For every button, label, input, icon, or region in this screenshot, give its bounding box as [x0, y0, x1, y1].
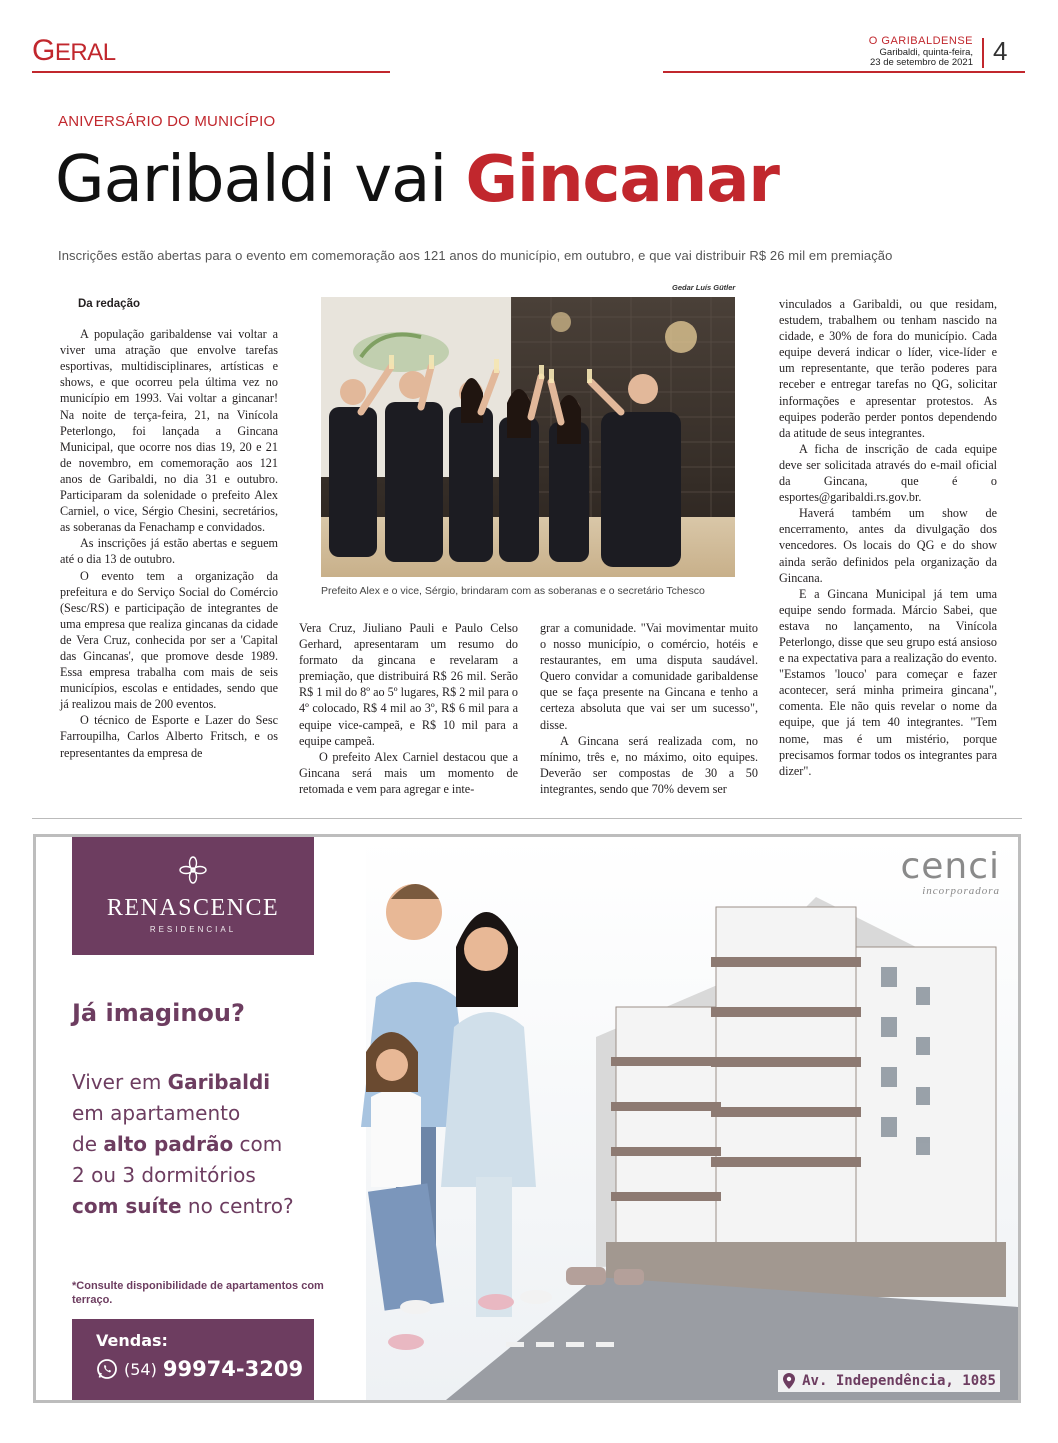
event-photo-illustration — [321, 297, 735, 577]
section-name: GERAL — [32, 34, 116, 67]
ad-question: Já imaginou? — [72, 999, 245, 1027]
paragraph: O evento tem a organização da prefeitura e do Serviço Social do Comércio (Sesc/RS) e participação de integrantes de uma empresa que realiza gincanas da cidade de Vera Cruz, conhecida por ser a 'Capital das Gincanas', que promove desde 1989. Essa empresa trabalha com mais de seis municípios, escolas e entidades, sendo que já realizou mais de 200 eventos. — [60, 568, 278, 712]
paper-place: Garibaldi, quinta-feira, — [879, 46, 973, 58]
paragraph: As inscrições já estão abertas e seguem até o dia 13 de outubro. — [60, 536, 278, 567]
whatsapp-icon — [96, 1358, 118, 1380]
photo-caption: Prefeito Alex e o vice, Sérgio, brindaram com as soberanas e o secretário Tchesco — [321, 585, 705, 597]
paper-name: O GARIBALDENSE — [868, 35, 973, 47]
phone-ddd: (54) — [124, 1359, 157, 1379]
paper-info — [869, 36, 973, 67]
brand-box — [72, 837, 314, 955]
event-photo — [321, 297, 735, 577]
sales-label: Vendas: — [96, 1331, 168, 1350]
address-text: Av. Independência, 1085 — [802, 1373, 996, 1389]
ad-footnote: *Consulte disponibilidade de apartamentos com terraço. — [72, 1280, 324, 1306]
paper-date: 23 de setembro de 2021 — [870, 56, 973, 68]
paragraph: A Gincana será realizada com, no mínimo, três e, no máximo, oito equipes. Deverão ser compostas de 30 a 50 integrantes, sendo que 70% devem ser — [540, 733, 758, 796]
article-column-3 — [540, 620, 758, 797]
brand-subtitle: RESIDENCIAL — [149, 925, 237, 934]
article-column-4 — [779, 296, 997, 779]
paragraph: E a Gincana Municipal já tem uma equipe sendo formada. Márcio Sabei, que estava no lançamento, na Vinícola Peterlongo, disse que seu grupo está ansioso e na expectativa para a realização do evento. "Estamos 'louco' para começar e fazer acontecer, será minha primeira gincana", comenta. Ele não quis revelar o nome da equipe, que já tem 40 integrantes. "Tem nome, mas é um mistério, porque precisamos formar todos os integrantes para dizer". — [779, 586, 997, 778]
byline: Da redação — [78, 298, 141, 310]
paragraph: O técnico de Esporte e Lazer do Sesc Farroupilha, Carlos Alberto Fritsch, e os representantes da empresa de — [60, 713, 278, 760]
paragraph: Haverá também um show de encerramento, antes da divulgação dos vencedores. Os locais do QG e do show ainda serão definidos pela organização da Gincana. — [779, 506, 997, 585]
phone-number: 99974-3209 — [162, 1357, 304, 1381]
developer-logo — [900, 846, 1000, 897]
flower-logo-icon — [178, 855, 208, 885]
photo-credit: Gedar Luís Gütler — [672, 283, 736, 292]
paragraph: A população garibaldense vai voltar a viver uma atração que envolve tarefas esportivas, multidisciplinares, artísticas e shows, e que ocorreu pela última vez no município em 1993. Vai voltar a gincanar! Na noite de terça-feira, 21, na Vinícola Peterlongo, foi lançada a Gincana Municipal, que ocorre nos dias 19, 20 e 21 de novembro, em comemoração aos 121 anos de Garibaldi, no dia 31 e outubro. Participaram da solenidade o prefeito Alex Carniel, o vice, Sérgio Chesini, secretários, as soberanas da Fenachamp e convidados. — [60, 327, 278, 535]
address — [778, 1370, 1000, 1392]
page-separator — [982, 38, 984, 68]
headline: Garibaldi vai Gincanar — [55, 143, 779, 217]
advertisement — [33, 834, 1021, 1403]
paragraph: O prefeito Alex Carniel destacou que a Gincana será mais um momento de retomada e vem para agregar e inte- — [299, 749, 518, 796]
developer-name: cenci — [900, 846, 1000, 887]
header-rule-left — [32, 71, 390, 73]
brand-name: RENASCENCE — [106, 895, 280, 921]
article-column-1 — [60, 296, 278, 761]
sales-phone — [96, 1357, 303, 1381]
location-pin-icon — [782, 1372, 796, 1390]
developer-subtitle: incorporadora — [922, 885, 1000, 897]
paragraph: Vera Cruz, Jiuliano Pauli e Paulo Celso Gerhard, apresentaram um resumo do formato da gincana e revelaram a premiação, que distribuirá R$ 26 mil. Serão R$ 1 mil do 8º ao 5º lugares, R$ 2 mil para o 4º colocado, R$ 4 mil ao 3º, R$ 6 mil para a equipe vice-campeã, e R$ 10 mil para a equipe campeã. — [299, 621, 518, 748]
article-column-2 — [299, 620, 518, 797]
paragraph: grar a comunidade. "Vai movimentar muito o nosso município, o comércio, hotéis e restaurantes, em uma disputa saudável. Quero convidar a comunidade garibaldense que se faça presente na Gincana e tenho a certeza absoluta que vai ser um sucesso", disse. — [540, 621, 758, 732]
header-rule-right — [663, 71, 1025, 73]
page-number: 4 — [993, 36, 1008, 66]
kicker: ANIVERSÁRIO DO MUNICÍPIO — [58, 113, 276, 130]
paragraph: vinculados a Garibaldi, ou que residam, estudem, trabalhem ou tenham nascido na cidade, e 30% de fora do município. Cada equipe deverá indicar o líder, vice-líder e um representante, que terão poderes para receber e entregar tarefas no QG, solicitar informações e apresentar protestos. As equipes poderão perder pontos dependendo da atitude de seus integrantes. — [779, 297, 997, 440]
paragraph: A ficha de inscrição de cada equipe deve ser solicitada através do e-mail oficial da Gincana, que é o esportes@garibaldi.rs.gov.br. — [779, 441, 997, 505]
sales-box — [72, 1319, 314, 1400]
deck: Inscrições estão abertas para o evento em comemoração aos 121 anos do município, em outubro, e que vai distribuir R$ 26 mil em premiação — [58, 248, 893, 263]
ad-copy: Viver em Garibaldi em apartamento de alto padrão com 2 ou 3 dormitórios com suíte no centro? — [72, 1070, 294, 1218]
page-divider — [32, 818, 1022, 819]
